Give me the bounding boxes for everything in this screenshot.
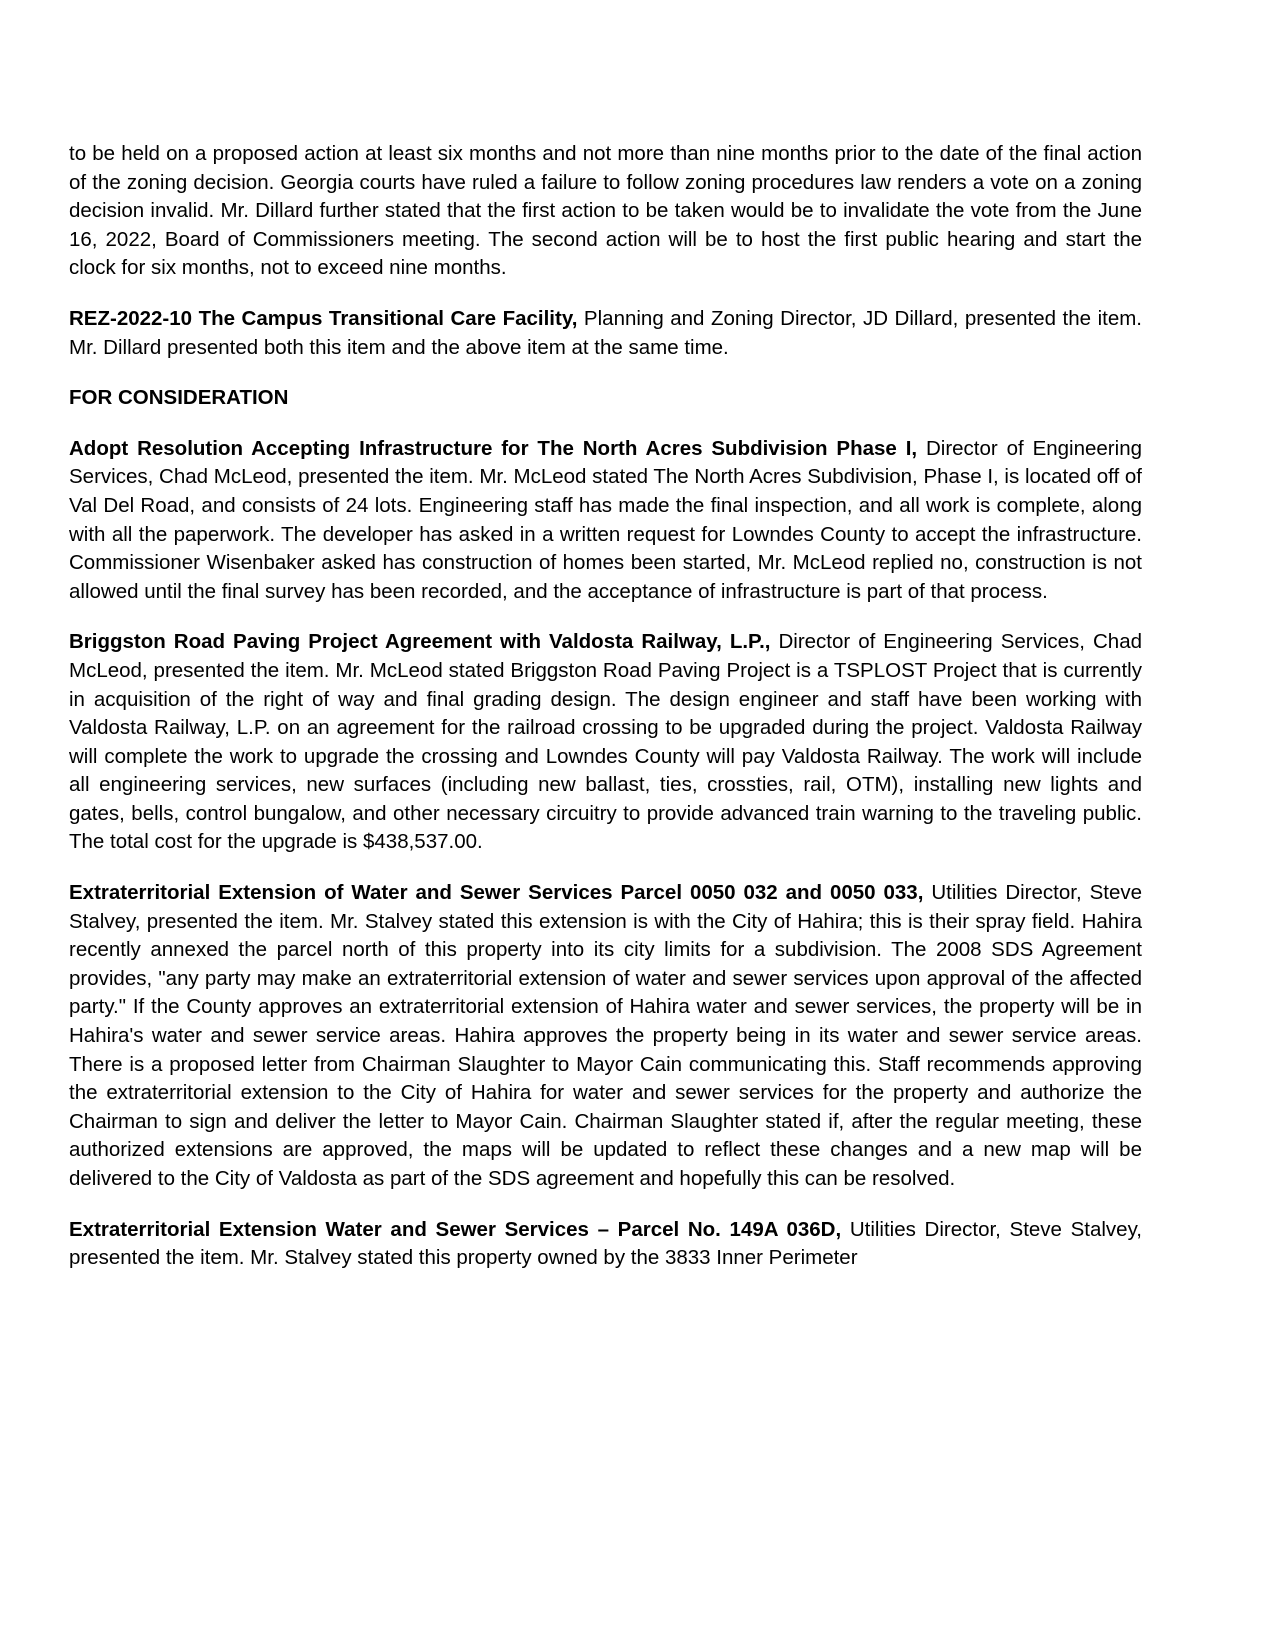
paragraph-extraterritorial-149a-036d [69, 1216, 1142, 1273]
paragraph-north-acres-subdivision [69, 435, 1142, 607]
paragraph-rez-2022-10 [69, 305, 1142, 362]
paragraph-text: Director of Engineering Services, Chad McLeod, presented the item. Mr. McLeod stated The North Acres Subdivision, Phase I, is located off of Val Del Road, and consists of 24 lots. Engineering staff has made the final inspection, and all work is complete, along with all the paperwork. The developer has asked in a written request for Lowndes County to accept the infrastructure. Commissioner Wisenbaker asked has construction of homes been started, Mr. McLeod replied no, construction is not allowed until the final survey has been recorded, and the acceptance of infrastructure is part of that process. [69, 436, 1142, 603]
paragraph-lead: Adopt Resolution Accepting Infrastructure for The North Acres Subdivision Phase I, [69, 436, 918, 460]
paragraph-extraterritorial-0050-032 [69, 879, 1142, 1194]
paragraph-lead: Extraterritorial Extension Water and Sewer Services – Parcel No. 149A 036D, [69, 1217, 842, 1241]
document-body [69, 140, 1142, 1273]
paragraph-text: Utilities Director, Steve Stalvey, presented the item. Mr. Stalvey stated this extension is with the City of Hahira; this is their spray field. Hahira recently annexed the parcel north of this property into its city limits for a subdivision. The 2008 SDS Agreement provides, "any party may make an extraterritorial extension of water and sewer services upon approval of the affected party." If the County approves an extraterritorial extension of Hahira water and sewer services, the property will be in Hahira's water and sewer service areas. Hahira approves the property being in its water and sewer service areas. There is a proposed letter from Chairman Slaughter to Mayor Cain communicating this. Staff recommends approving the extraterritorial extension to the City of Hahira for water and sewer services for the property and authorize the Chairman to sign and deliver the letter to Mayor Cain. Chairman Slaughter stated if, after the regular meeting, these authorized extensions are approved, the maps will be updated to reflect these changes and a new map will be delivered to the City of Valdosta as part of the SDS agreement and hopefully this can be resolved. [69, 881, 1142, 1190]
paragraph-text: to be held on a proposed action at least six months and not more than nine months prior to the date of the final action of the zoning decision. Georgia courts have ruled a failure to follow zoning procedures law renders a vote on a zoning decision invalid. Mr. Dillard further stated that the first action to be taken would be to invalidate the vote from the June 16, 2022, Board of Commissioners meeting. The second action will be to host the first public hearing and start the clock for six months, not to exceed nine months. [69, 142, 1142, 280]
section-heading-for-consideration: FOR CONSIDERATION [69, 386, 289, 410]
paragraph-text: Planning and Zoning Director, JD Dillard, presented the item. Mr. Dillard presented both this item and the above item at the same time. [69, 306, 1142, 359]
paragraph-text: Utilities Director, Steve Stalvey, presented the item. Mr. Stalvey stated this property owned by the 3833 Inner Perimeter [69, 1217, 1143, 1270]
paragraph-lead: Briggston Road Paving Project Agreement with Valdosta Railway, L.P., [69, 630, 771, 654]
paragraph-lead: Extraterritorial Extension of Water and Sewer Services Parcel 0050 032 and 0050 033, [69, 881, 924, 905]
paragraph-briggston-road-paving [69, 628, 1142, 857]
paragraph-lead: REZ-2022-10 The Campus Transitional Care Facility, [69, 306, 578, 330]
paragraph-zoning-continuation [69, 140, 1142, 283]
paragraph-text: Director of Engineering Services, Chad McLeod, presented the item. Mr. McLeod stated Briggston Road Paving Project is a TSPLOST Project that is currently in acquisition of the right of way and final grading design. The design engineer and staff have been working with Valdosta Railway, L.P. on an agreement for the railroad crossing to be upgraded during the project. Valdosta Railway will complete the work to upgrade the crossing and Lowndes County will pay Valdosta Railway. The work will include all engineering services, new surfaces (including new ballast, ties, crossties, rail, OTM), installing new lights and gates, bells, control bungalow, and other necessary circuitry to provide advanced train warning to the traveling public. The total cost for the upgrade is $438,537.00. [69, 630, 1143, 854]
